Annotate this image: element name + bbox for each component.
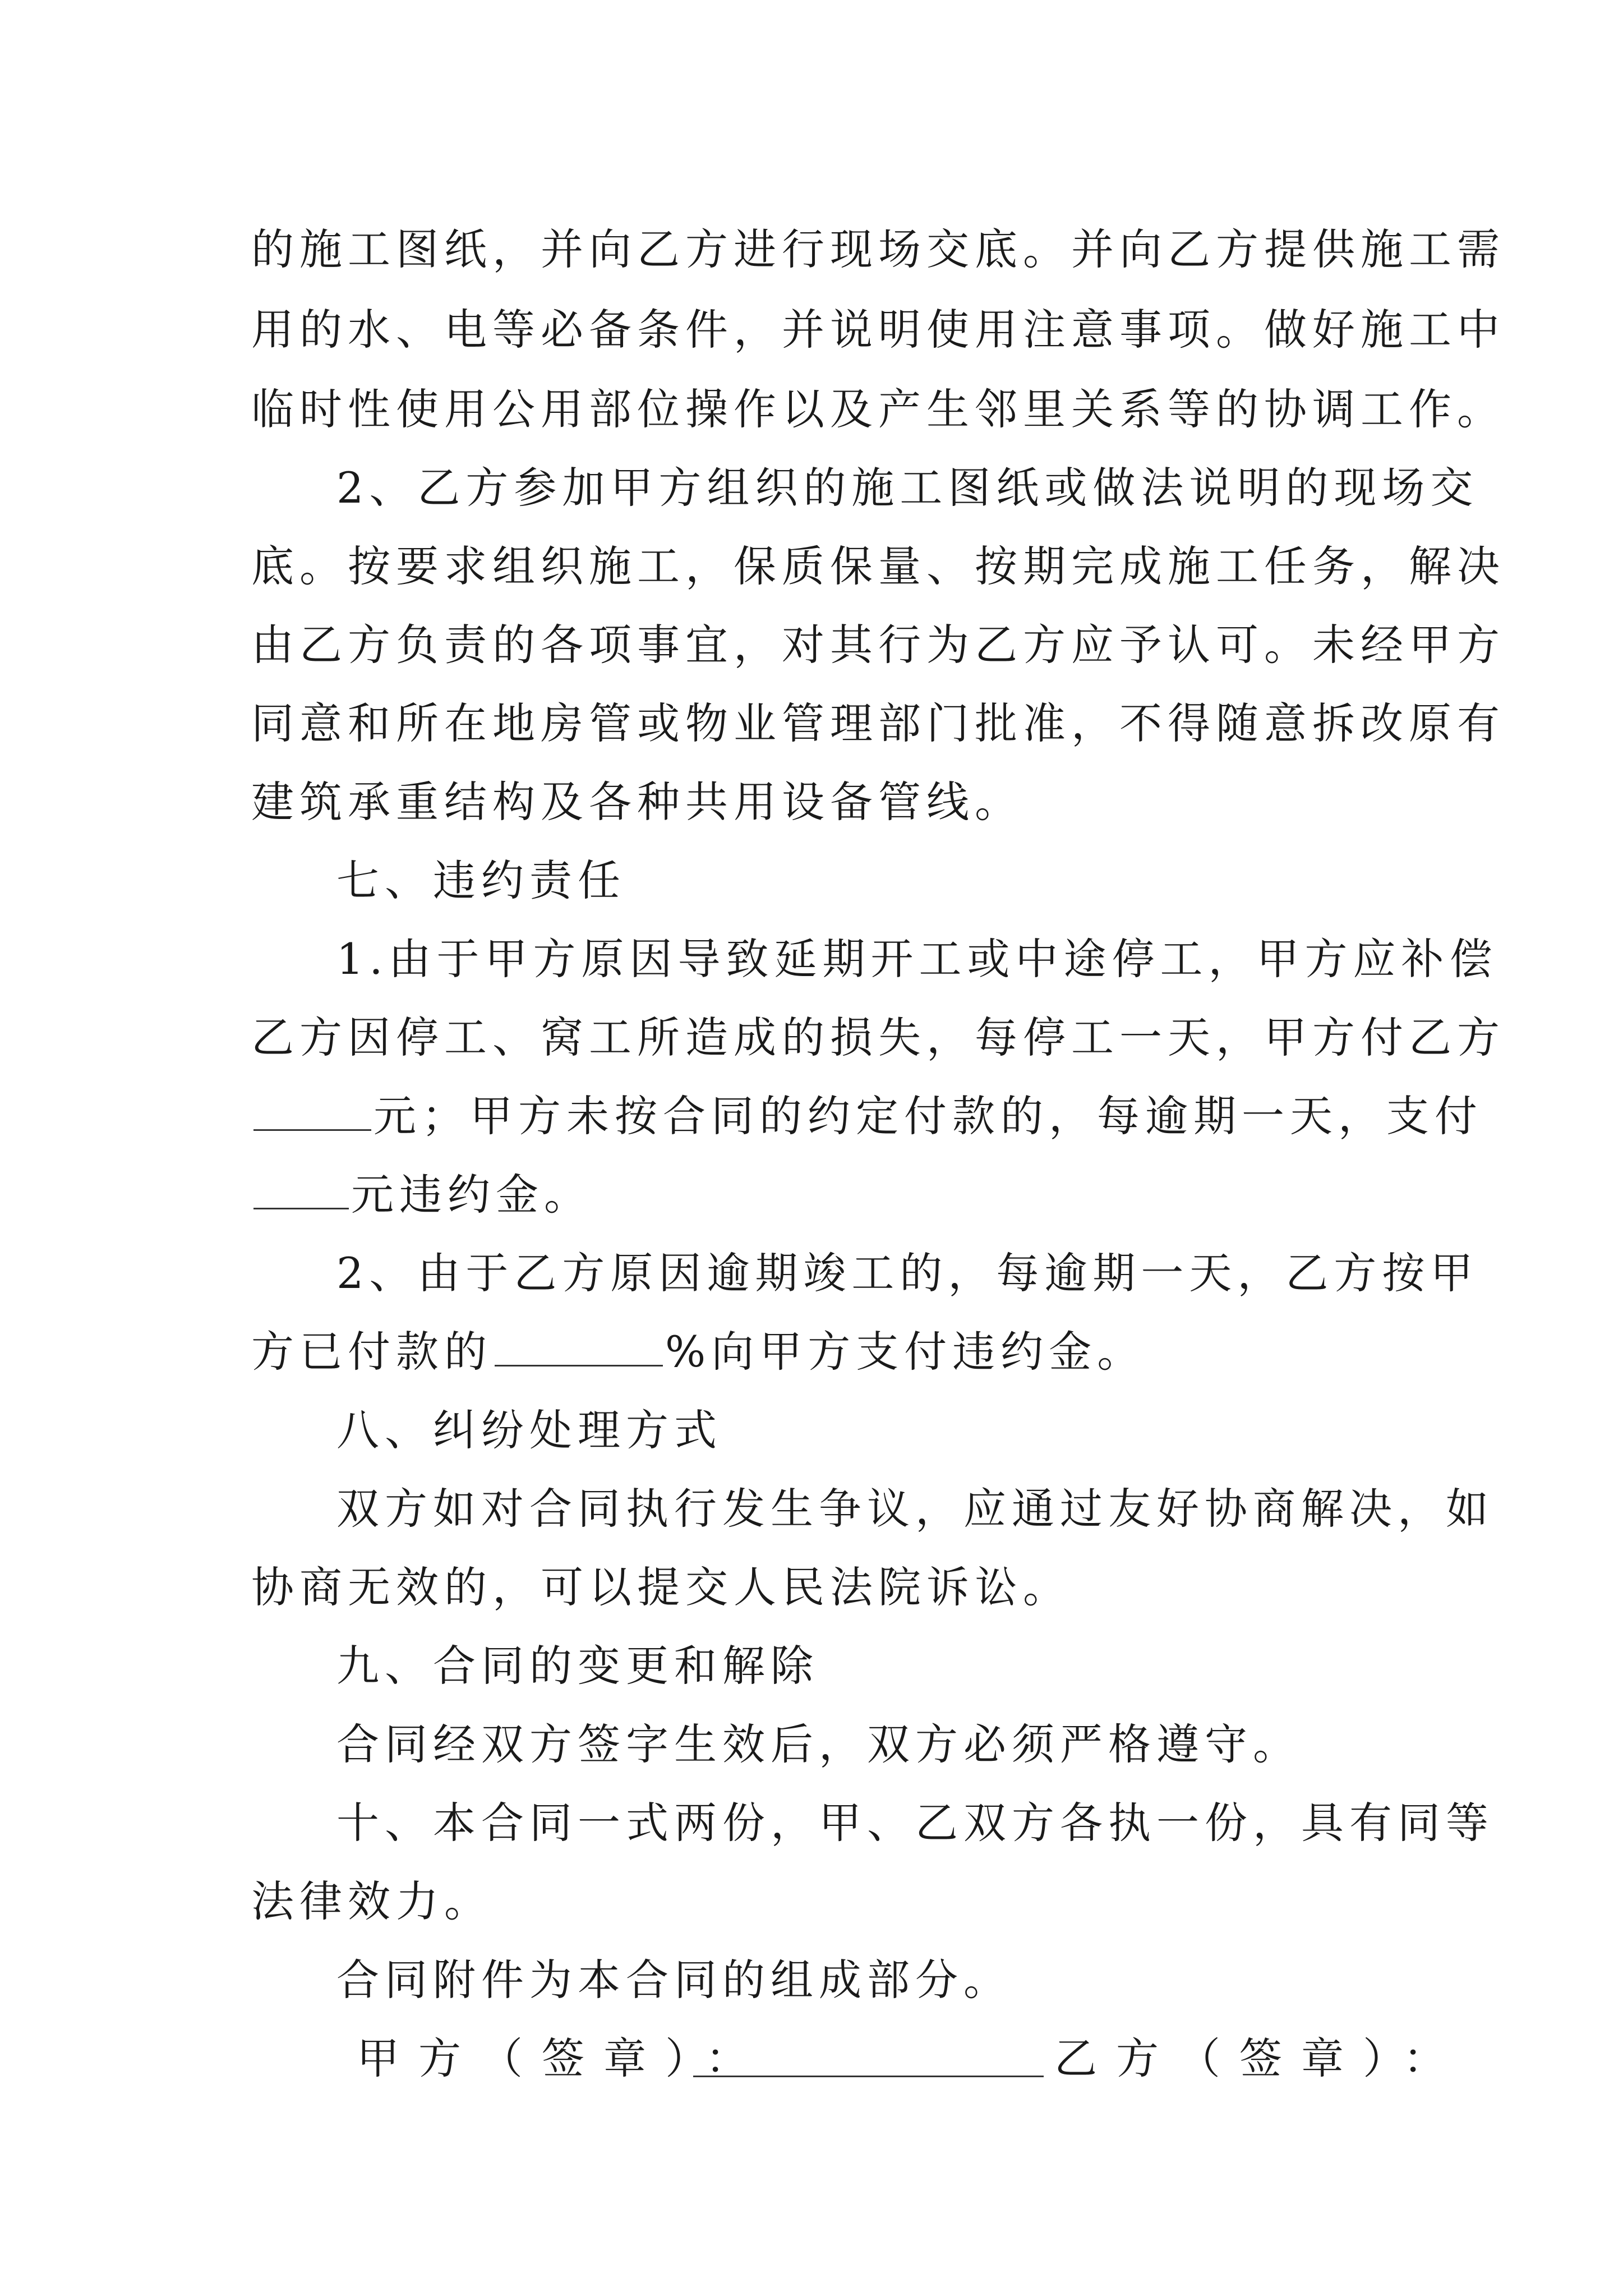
text-line: 用的水、电等必备条件，并说明使用注意事项。做好施工中 (251, 305, 1505, 355)
text-line: 合同经双方签字生效后，双方必须严格遵守。 (336, 1719, 1301, 1769)
text-line: 法律效力。 (251, 1876, 492, 1926)
text-line: 的施工图纸，并向乙方进行现场交底。并向乙方提供施工需 (251, 224, 1505, 274)
text-line: 合同附件为本合同的组成部分。 (336, 1955, 1012, 2005)
party-a-signature-blank[interactable] (693, 2076, 1044, 2077)
text-line: 2、乙方参加甲方组织的施工图纸或做法说明的现场交 (336, 463, 1479, 513)
text-segment: %向甲方支付违约金。 (665, 1327, 1146, 1377)
section-heading: 七、违约责任 (336, 855, 626, 905)
text-line: 乙方因停工、窝工所造成的损失，每停工一天，甲方付乙方 (251, 1013, 1505, 1062)
text-line: 协商无效的，可以提交人民法院诉讼。 (251, 1562, 1071, 1612)
text-line: 十、本合同一式两份，甲、乙双方各执一份，具有同等 (336, 1798, 1494, 1848)
text-line (251, 1318, 1401, 1386)
fill-blank[interactable] (495, 1326, 663, 1366)
fill-blank[interactable] (253, 1090, 371, 1131)
text-line: 双方如对合同执行发生争议，应通过友好协商解决，如 (336, 1484, 1494, 1534)
party-a-signature-label: 甲方（签章）： (357, 2033, 767, 2083)
text-line: 建筑承重结构及各种共用设备管线。 (251, 777, 1023, 827)
text-line: 底。按要求组织施工，保质保量、按期完成施工任务，解决 (251, 541, 1505, 591)
text-segment: 元违约金。 (351, 1170, 592, 1220)
text-line (251, 1083, 1483, 1150)
text-line (251, 1161, 1401, 1228)
fill-blank[interactable] (253, 1168, 349, 1209)
section-heading: 九、合同的变更和解除 (336, 1641, 819, 1691)
section-heading: 八、纠纷处理方式 (336, 1405, 722, 1455)
text-segment: 方已付款的 (251, 1327, 492, 1377)
text-line: 1.由于甲方原因导致延期开工或中途停工，甲方应补偿 (336, 934, 1498, 984)
party-b-signature-label: 乙方（签章）： (1054, 2033, 1465, 2083)
text-line: 同意和所在地房管或物业管理部门批准，不得随意拆改原有 (251, 698, 1505, 748)
text-segment: 元；甲方未按合同的约定付款的，每逾期一天，支付 (374, 1091, 1483, 1141)
text-line: 由乙方负责的各项事宜，对其行为乙方应予认可。未经甲方 (251, 620, 1505, 670)
text-line: 2、由于乙方原因逾期竣工的，每逾期一天，乙方按甲 (336, 1248, 1479, 1298)
text-line: 临时性使用公用部位操作以及产生邻里关系等的协调工作。 (251, 384, 1505, 434)
